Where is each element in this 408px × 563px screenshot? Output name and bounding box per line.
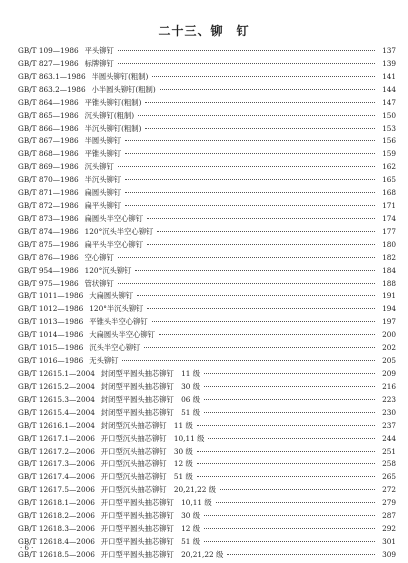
standard-number: GB/T 873—1986	[18, 213, 79, 223]
page-number: 216	[382, 381, 396, 391]
entry-title: 120°沉头铆钉	[84, 265, 132, 275]
page-number: 165	[382, 175, 396, 185]
entry-title: 半圆头铆钉	[84, 136, 122, 146]
standard-number: GB/T 870—1986	[18, 175, 79, 185]
dot-leader	[204, 515, 375, 516]
dot-leader	[147, 308, 375, 309]
section-title: 二十三、铆 钉	[158, 24, 250, 38]
page-number: 258	[382, 459, 396, 469]
standard-number: GB/T 12618.2—2006	[18, 511, 95, 521]
toc-entry	[18, 122, 396, 135]
standard-number: GB/T 1014—1986	[18, 330, 84, 340]
page-number: 162	[382, 162, 396, 172]
entry-title: 沉头半空心铆钉	[89, 343, 141, 353]
toc-entry	[18, 328, 396, 341]
toc-entry	[18, 83, 396, 96]
standard-number: GB/T 863.2—1986	[18, 84, 86, 94]
page-number: 265	[382, 472, 396, 482]
dot-leader	[122, 360, 375, 361]
page-number: 292	[382, 524, 396, 534]
dot-leader	[144, 347, 375, 348]
page-number: 202	[382, 343, 396, 353]
dot-leader	[118, 257, 375, 258]
dot-leader	[137, 295, 375, 296]
toc-entry	[18, 302, 396, 315]
dot-leader	[208, 438, 375, 439]
entry-title: 无头铆钉	[89, 356, 119, 366]
entry-title: 开口型沉头抽芯铆钉 10,11 级	[100, 433, 205, 443]
standard-number: GB/T 12617.3—2006	[18, 459, 95, 469]
dot-leader	[125, 179, 375, 180]
standard-number: GB/T 12615.2—2004	[18, 381, 95, 391]
toc-entry	[18, 212, 396, 225]
entry-title: 平锥头铆钉(粗制)	[84, 97, 142, 107]
toc-entry	[18, 445, 396, 458]
page-number: 287	[382, 511, 396, 521]
dot-leader	[145, 128, 375, 129]
toc-entry	[18, 199, 396, 212]
page-number: 153	[382, 123, 396, 133]
page-number: 184	[382, 265, 396, 275]
dot-leader	[147, 244, 375, 245]
standard-number: GB/T 876—1986	[18, 252, 79, 262]
standard-number: GB/T 872—1986	[18, 201, 79, 211]
toc-entry	[18, 57, 396, 70]
standard-number: GB/T 868—1986	[18, 149, 79, 159]
toc-entry	[18, 432, 396, 445]
entry-title: 封闭型平圆头抽芯铆钉 30 级	[100, 381, 201, 391]
toc-entry	[18, 251, 396, 264]
entry-title: 管状铆钉	[84, 278, 114, 288]
entry-title: 开口型平圆头抽芯铆钉 10,11 级	[100, 498, 212, 508]
standard-number: GB/T 869—1986	[18, 162, 79, 172]
toc-entry	[18, 289, 396, 302]
standard-number: GB/T 109—1986	[18, 46, 79, 55]
toc-entry	[18, 134, 396, 147]
entry-title: 半圆头铆钉(粗制)	[91, 71, 149, 81]
entry-title: 小半圆头铆钉(粗制)	[91, 84, 156, 94]
standard-number: GB/T 866—1986	[18, 123, 79, 133]
dot-leader	[125, 140, 375, 141]
dot-leader	[135, 270, 375, 271]
standard-number: GB/T 864—1986	[18, 97, 79, 107]
standard-number: GB/T 12617.1—2006	[18, 433, 95, 443]
toc-entry	[18, 109, 396, 122]
entry-title: 半沉头铆钉(粗制)	[84, 123, 142, 133]
dot-leader	[227, 554, 375, 555]
toc-entry	[18, 535, 396, 548]
dot-leader	[197, 425, 375, 426]
toc-entry	[18, 496, 396, 509]
dot-leader	[160, 89, 375, 90]
toc-entry	[18, 522, 396, 535]
dot-leader	[118, 283, 375, 284]
entry-title: 大扁圆头半空心铆钉	[89, 330, 155, 340]
page-number: 205	[382, 356, 396, 366]
toc-entry	[18, 457, 396, 470]
page-number: 279	[382, 498, 396, 508]
toc-entry	[18, 173, 396, 186]
page-number: 188	[382, 278, 396, 288]
toc-entry	[18, 186, 396, 199]
entry-title: 平锥头半空心铆钉	[89, 317, 148, 327]
page-number: 209	[382, 369, 396, 378]
page-number: 171	[382, 201, 396, 211]
toc-entry	[18, 393, 396, 406]
toc-entry	[18, 419, 396, 432]
page-number: 309	[382, 549, 396, 559]
entry-title: 沉头铆钉(粗制)	[84, 110, 135, 120]
page-number: 147	[382, 97, 396, 107]
standard-number: GB/T 12617.5—2006	[18, 485, 95, 495]
toc-entry	[18, 509, 396, 522]
page-number: 137	[382, 46, 396, 55]
page-number: 144	[382, 84, 396, 94]
page-number: 251	[382, 446, 396, 456]
standard-number: GB/T 874—1986	[18, 226, 79, 236]
entry-title: 开口型沉头抽芯铆钉 51 级	[100, 472, 193, 482]
dot-leader	[159, 334, 375, 335]
standard-number: GB/T 12615.4—2004	[18, 407, 95, 417]
toc-entry	[18, 264, 396, 277]
entry-title: 封闭型平圆头抽芯铆钉 06 级	[100, 394, 201, 404]
toc-entry	[18, 96, 396, 109]
dot-leader	[216, 502, 375, 503]
entry-title: 半沉头铆钉	[84, 175, 122, 185]
standard-number: GB/T 12615.3—2004	[18, 394, 95, 404]
page-number: 237	[382, 420, 396, 430]
toc-entry	[18, 44, 396, 57]
dot-leader	[197, 463, 375, 464]
standard-number: GB/T 1013—1986	[18, 317, 84, 327]
entry-title: 扁平头铆钉	[84, 201, 122, 211]
page-number: 230	[382, 407, 396, 417]
toc-entry	[18, 147, 396, 160]
toc-entry	[18, 548, 396, 561]
dot-leader	[125, 192, 375, 193]
entry-title: 扁圆头半空心铆钉	[84, 213, 144, 223]
dot-leader	[197, 476, 375, 477]
page-number: 200	[382, 330, 396, 340]
toc-entry	[18, 160, 396, 173]
dot-leader	[204, 386, 375, 387]
standard-number: GB/T 12618.5—2006	[18, 549, 95, 559]
standard-number: GB/T 12617.4—2006	[18, 472, 95, 482]
toc-entry	[18, 277, 396, 290]
dot-leader	[147, 218, 375, 219]
toc-entry	[18, 70, 396, 83]
dot-leader	[204, 399, 375, 400]
toc-entry	[18, 380, 396, 393]
standard-number: GB/T 12616.1—2004	[18, 420, 95, 430]
entry-title: 沉头铆钉	[84, 162, 114, 172]
entry-title: 120°半沉头铆钉	[89, 304, 144, 314]
page-number: 272	[382, 485, 396, 495]
entry-title: 开口型平圆头抽芯铆钉 30 级	[100, 511, 201, 521]
page-number: 194	[382, 304, 396, 314]
dot-leader	[197, 451, 375, 452]
toc-entry	[18, 238, 396, 251]
entry-title: 开口型沉头抽芯铆钉 12 级	[100, 459, 193, 469]
toc-entry	[18, 341, 396, 354]
page-number: 244	[382, 433, 396, 443]
entry-title: 封闭型平圆头抽芯铆钉 51 级	[100, 407, 201, 417]
entry-title: 120°沉头半空心铆钉	[84, 226, 154, 236]
entry-title: 空心铆钉	[84, 252, 114, 262]
entry-title: 封闭型沉头抽芯铆钉 11 级	[100, 420, 193, 430]
standard-number: GB/T 12618.1—2006	[18, 498, 95, 508]
dot-leader	[145, 102, 375, 103]
page-number: 168	[382, 188, 396, 198]
page-number: 191	[382, 291, 396, 301]
dot-leader	[118, 63, 375, 64]
standard-number: GB/T 867—1986	[18, 136, 79, 146]
dot-leader	[138, 115, 375, 116]
standard-number: GB/T 12617.2—2006	[18, 446, 95, 456]
page-number: 180	[382, 239, 396, 249]
entry-title: 平头铆钉	[84, 46, 114, 55]
standard-number: GB/T 1016—1986	[18, 356, 84, 366]
toc-entry	[18, 225, 396, 238]
page-number: 223	[382, 394, 396, 404]
standard-number: GB/T 863.1—1986	[18, 71, 86, 81]
standard-number: GB/T 1015—1986	[18, 343, 84, 353]
dot-leader	[204, 412, 375, 413]
standard-number: GB/T 865—1986	[18, 110, 79, 120]
entry-title: 大扁圆头铆钉	[89, 291, 134, 301]
page-number: 301	[382, 536, 396, 546]
standard-number: GB/T 975—1986	[18, 278, 79, 288]
standard-number: GB/T 871—1986	[18, 188, 79, 198]
entry-title: 开口型沉头抽芯铆钉 30 级	[100, 446, 193, 456]
entry-title: 扁圆头铆钉	[84, 188, 122, 198]
page-number-footer: · 6 ·	[20, 544, 34, 552]
page-number: 141	[382, 71, 396, 81]
entry-title: 标牌铆钉	[84, 58, 114, 68]
dot-leader	[204, 373, 375, 374]
toc-entry	[18, 483, 396, 496]
toc-entry	[18, 406, 396, 419]
dot-leader	[204, 528, 375, 529]
standard-number: GB/T 12615.1—2004	[18, 369, 95, 378]
entry-title: 开口型平圆头抽芯铆钉 12 级	[100, 524, 201, 534]
entry-title: 开口型沉头抽芯铆钉 20,21,22 级	[100, 485, 216, 495]
page-number: 182	[382, 252, 396, 262]
standard-number: GB/T 12618.3—2006	[18, 524, 95, 534]
dot-leader	[152, 321, 375, 322]
toc-entry	[18, 315, 396, 328]
page-number: 139	[382, 58, 396, 68]
dot-leader	[220, 489, 375, 490]
toc-entry	[18, 470, 396, 483]
entry-title: 封闭型平圆头抽芯铆钉 11 级	[100, 369, 201, 378]
standard-number: GB/T 827—1986	[18, 58, 79, 68]
page-number: 159	[382, 149, 396, 159]
dot-leader	[204, 541, 375, 542]
dot-leader	[157, 231, 375, 232]
entry-title: 平锥头铆钉	[84, 149, 122, 159]
page-number: 150	[382, 110, 396, 120]
toc-entry	[18, 354, 396, 367]
dot-leader	[125, 205, 375, 206]
dot-leader	[125, 153, 375, 154]
dot-leader	[118, 50, 375, 51]
page-number: 156	[382, 136, 396, 146]
standard-number: GB/T 12618.4—2006	[18, 536, 95, 546]
standard-number: GB/T 1012—1986	[18, 304, 84, 314]
standard-number: GB/T 1011—1986	[18, 291, 84, 301]
dot-leader	[118, 166, 375, 167]
standard-number: GB/T 875—1986	[18, 239, 79, 249]
dot-leader	[152, 76, 375, 77]
standard-number: GB/T 954—1986	[18, 265, 79, 275]
entry-title: 开口型平圆头抽芯铆钉 51 级	[100, 536, 201, 546]
page-number: 174	[382, 213, 396, 223]
toc-entry	[18, 367, 396, 380]
page-number: 177	[382, 226, 396, 236]
page-number: 197	[382, 317, 396, 327]
entry-title: 扁平头半空心铆钉	[84, 239, 144, 249]
entry-title: 开口型平圆头抽芯铆钉 20,21,22 级	[100, 549, 224, 559]
